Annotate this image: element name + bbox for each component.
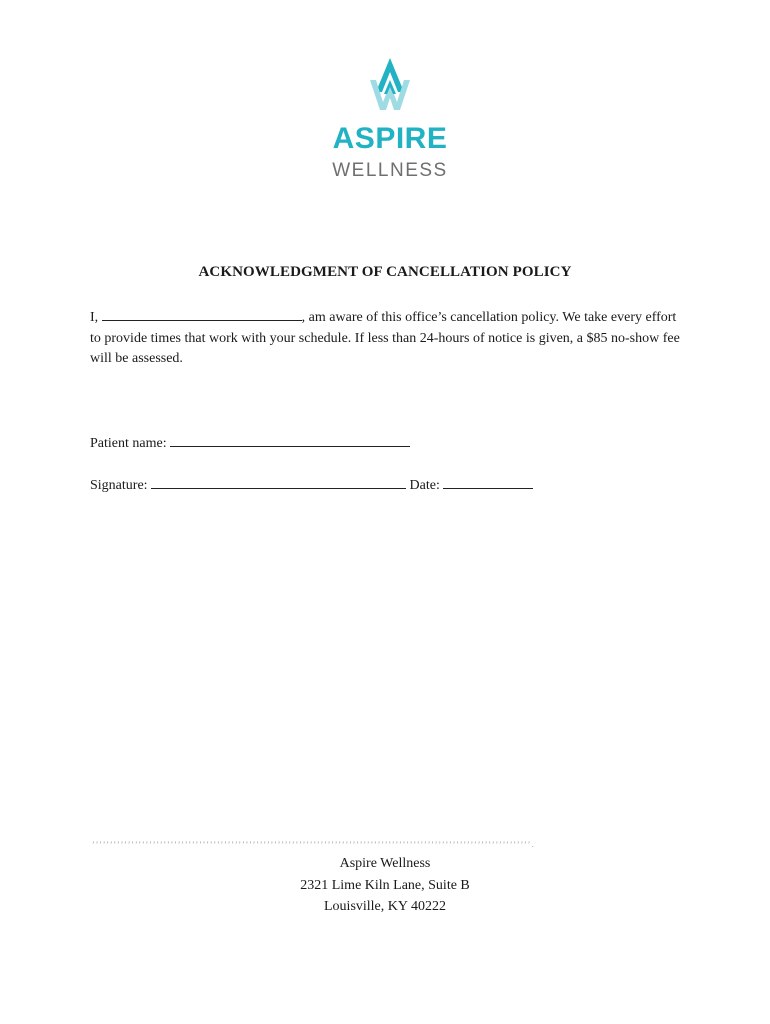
policy-paragraph	[90, 306, 680, 370]
patient-name-row	[90, 432, 410, 452]
logo-mark-icon	[360, 58, 420, 116]
patient-name-label: Patient name:	[90, 436, 167, 451]
brand-name-line2: WELLNESS	[332, 160, 448, 181]
name-blank-field[interactable]	[102, 306, 302, 321]
date-field[interactable]	[443, 474, 533, 489]
footer-address-line2: Louisville, KY 40222	[324, 899, 446, 914]
brand-name-line1: ASPIRE	[332, 122, 448, 155]
footer-divider: ’’’’’’’’’’’’’’’’’’’’’’’’’’’’’’’’’’’’’’’’’’’’’’’’’’’’’’’’’’’’’’’’’’’’’’’’’’’’’’’’’’’’’’’’’’’’’’’’’’’’’’’’’’’’’’’’’’’’’’’’’’’.	[92, 840, 536, 849]
signature-label: Signature:	[90, 478, 148, 493]
aspire-wellness-logo	[320, 58, 460, 188]
intro-prefix: I,	[90, 310, 99, 325]
footer-org-name: Aspire Wellness	[339, 856, 431, 871]
document-title: ACKNOWLEDGMENT OF CANCELLATION POLICY	[198, 264, 572, 280]
footer-address-line1: 2321 Lime Kiln Lane, Suite B	[300, 878, 470, 893]
policy-text: , am aware of this office’s cancellation policy. We take every effort to provide times that work with your schedule. If less than 24-hours of notice is given, a $85 no-show fee will be assessed.	[90, 310, 680, 366]
date-label: Date:	[409, 478, 440, 493]
signature-field[interactable]	[151, 474, 406, 489]
patient-name-field[interactable]	[170, 432, 410, 447]
signature-row	[90, 474, 533, 494]
